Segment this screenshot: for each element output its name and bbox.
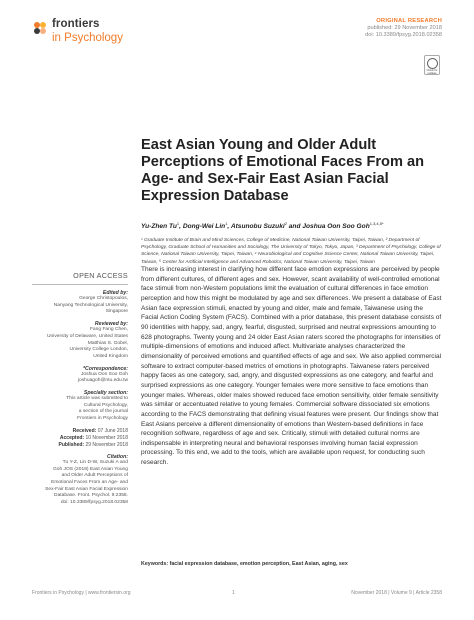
citation-line: and Older Adult Perceptions of (61, 473, 128, 479)
citation-line: Goh JOS (2018) East Asian Young (52, 466, 128, 472)
author-affiliation-mark: 1 (176, 221, 180, 226)
footer-issue-info: November 2018 | Volume 9 | Article 2358 (351, 590, 442, 596)
author-affiliation-mark: 1 (225, 221, 228, 226)
accepted-label: Accepted: (59, 434, 85, 441)
editor-line: George Christopoulos, (79, 296, 128, 301)
author-name[interactable]: Atsunobu Suzuki (230, 223, 285, 231)
check-updates-label-1: Check for (426, 69, 438, 72)
check-updates-icon (427, 58, 438, 69)
edited-by-heading: Edited by: (102, 290, 128, 296)
specialty-line: a section of the journal (78, 409, 128, 415)
received-label: Received: (72, 427, 97, 434)
article-sidebar (32, 271, 128, 507)
citation-line: Tu Y-Z, Lin D-W, Suzuki A and (62, 459, 128, 465)
correspondence-email-link[interactable]: joshuagoh@ntu.edu.tw (77, 378, 128, 384)
check-for-updates-button[interactable] (424, 55, 440, 75)
published-date: published: 29 November 2018 (367, 25, 442, 32)
keywords-list: facial expression database, emotion perception, East Asian, aging, sex (169, 561, 348, 567)
abstract-text: There is increasing interest in clarifying how different face emotion expressions are perceived by people from different cultures, of different ages and sex. However, scant availability of well-controlled emotional face stimuli from non-Western populations limit the evaluation of cultural differences in face emotion perception and how this might be modulated by age and sex differences. We present a database of East Asian face expression stimuli, enacted by young and older, male and female, Taiwanese using the Facial Action Coding System (FACS). Combined with a prior database, this present database consists of 90 identities with happy, sad, angry, fearful, disgusted, surprised and neutral expressions amounting to 628 photographs. Twenty young and 24 older East Asian raters scored the photographs for intensities of multiple-dimensions of emotions and induced affect. Multivariate analyses characterized the dimensionality of perceived emotions and quantified effects of age and sex. We also applied commercial software to extract computer-based metrics of emotions in photographs. Taiwanese raters perceived happy faces as one category, sad, angry, and disgusted expressions as one category, and fearful and surprised expressions as one category. Younger females were more sensitive to face emotions than younger males. Whereas, older males showed reduced face emotion sensitivity, older female sensitivity was similar or accentuated relative to young females. Commercial software dissociated six emotions according to the FACS demonstrating that defining visual features were present. Our findings show that East Asians perceive a different dimensionality of emotions than Western-based definitions in face recognition software, regardless of age and sex. Critically, stimuli with detailed cultural norms are indispensable in interpreting neural and behavioral responses involving human facial expression processing. To this end, we add to the tools, which are available upon request, for conducting such research. (141, 266, 442, 467)
reviewer-line: University College London, (69, 347, 128, 353)
frontiers-logo-icon (32, 20, 48, 36)
editor-line: Singapore (105, 309, 128, 315)
reviewer-line: Fang Fang Chen, (89, 327, 128, 333)
reviewer-line: University of Delaware, United States (46, 333, 128, 339)
frontiers-logo[interactable] (32, 18, 152, 52)
received-date (32, 428, 128, 435)
accepted-value: 10 November 2018 (85, 434, 128, 441)
editor-line: Nanyang Technological University, (53, 302, 128, 308)
affiliations: ¹ Graduate Institute of Brain and Mind Sciences, College of Medicine, National Taiwan University, Taipei, Taiwan, ² Department of Psychology, Graduate School of Humanities and Sociology, The University of Tokyo, Tokyo, Japan, ³ Department of Psychology, College of Science, National Taiwan University, Taipei, Taiwan, ⁴ Neurobiological and Cognitive Science Center, National Taiwan University, Taipei, Taiwan, ⁵ Center for Artificial Intelligence and Advanced Robotics, National Taiwan University, Taipei, Taiwan (141, 238, 441, 265)
received-value: 07 June 2018 (97, 427, 128, 434)
author-affiliation-mark: 2 (284, 221, 287, 226)
keywords (141, 561, 442, 567)
article-title: East Asian Young and Older Adult Perceptions of Emotional Faces From an Age- and Sex-Fair East Asian Facial Expression Database (141, 137, 425, 204)
dates-block (32, 428, 128, 449)
author-name[interactable]: Dong-Wei Lin (182, 223, 226, 231)
footer-journal-link[interactable]: Frontiers in Psychology | www.frontiersin.org (32, 590, 131, 596)
author-list: Yu-Zhen Tu$^1$, Dong-Wei Lin$^1$, Atsunobu Suzuki$^2$ and Joshua Oon Soo Goh$^{1,3,4,5*}$ (141, 221, 384, 231)
accepted-date (32, 435, 128, 442)
specialty-line: This article was submitted to (66, 396, 128, 402)
citation-line: Database. Front. Psychol. 9:2358. (54, 493, 128, 499)
reviewed-by-heading: Reviewed by: (94, 321, 128, 328)
article-type: ORIGINAL RESEARCH (376, 18, 442, 24)
author-name[interactable]: Joshua Oon Soo Goh (302, 223, 370, 231)
page-number: 1 (232, 590, 235, 596)
specialty-line: Cultural Psychology, (83, 402, 128, 408)
open-access-label: OPEN ACCESS (73, 271, 128, 280)
citation-line: Sex-Fair East Asian Facial Expression (45, 486, 128, 492)
published-date-sidebar (32, 442, 128, 449)
article-meta-header (365, 18, 442, 40)
author-affiliation-mark: 1,3,4,5* (369, 221, 384, 226)
citation-doi-link[interactable]: doi: 10.3389/fpsyg.2018.02358 (60, 500, 128, 506)
reviewer-line: United Kingdom (93, 353, 128, 359)
specialty-line: Frontiers in Psychology (77, 416, 128, 422)
logo-wordmark: frontiers (52, 18, 100, 30)
reviewer-line: Matthias S. Gobel, (87, 340, 128, 346)
logo-journal-name: in Psychology (52, 32, 123, 44)
keywords-label: Keywords: (141, 561, 169, 567)
check-updates-label-2: updates (427, 72, 437, 75)
sidebar-divider (32, 284, 128, 285)
citation-heading: Citation: (106, 453, 128, 460)
specialty-section-heading: Specialty section: (83, 390, 128, 397)
published-label: Published: (58, 441, 85, 448)
doi-link[interactable]: doi: 10.3389/fpsyg.2018.02358 (365, 32, 442, 39)
correspondence-name: Joshua Oon Soo Goh (80, 371, 128, 377)
correspondence-heading: *Correspondence: (83, 365, 128, 372)
citation-line: Emotional Faces From an Age- and (51, 479, 128, 485)
published-value: 29 November 2018 (85, 441, 128, 448)
author-name[interactable]: Yu-Zhen Tu (141, 223, 177, 231)
